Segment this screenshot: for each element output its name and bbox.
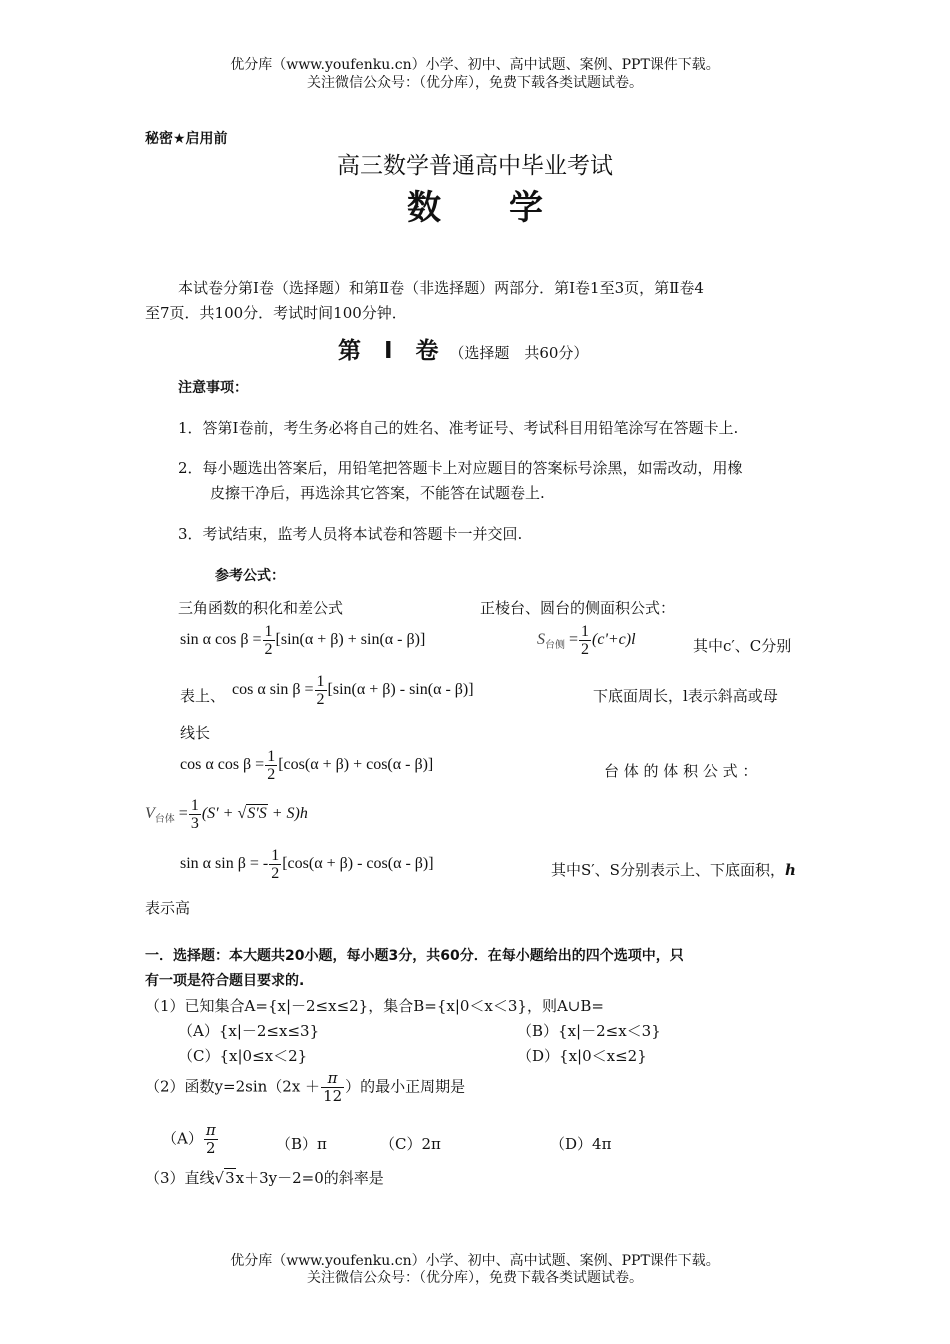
- v-paren-open: (S′ +: [201, 805, 234, 823]
- h-letter: h: [784, 861, 796, 879]
- formula-cos-sin-right: [sin(α + β) - sin(α - β)]: [327, 681, 474, 699]
- secret-mark: 秘密★启用前: [145, 131, 228, 147]
- where-s-label: 其中S′、S分别表示上、下底面积，: [551, 861, 785, 879]
- fraction-one-half: [265, 748, 277, 783]
- frac-num: 1: [264, 623, 273, 640]
- q1-option-d: （D）{x|0＜x≤2}: [517, 1047, 647, 1065]
- fraction-one-half: [269, 847, 281, 882]
- formula-sin-cos-right: [sin(α + β) + sin(α - β)]: [275, 631, 426, 649]
- volume-subtitle: （选择题 共60分）: [449, 344, 589, 362]
- s-right: (c'+c)l: [592, 631, 636, 649]
- notice-item-1: 1．答第Ⅰ卷前，考生务必将自己的姓名、准考证号、考试科目用铅笔涂写在答题卡上.: [178, 419, 739, 437]
- frac-den: 2: [264, 641, 273, 658]
- s-equals: =: [569, 631, 579, 649]
- frac-num: π: [327, 1069, 338, 1087]
- formula-sin-cos: [180, 623, 425, 658]
- notice-item-2-line-2: 皮擦干净后，再选涂其它答案，不能答在试题卷上.: [210, 484, 545, 502]
- q3-stem-post: x＋3y－2=0的斜率是: [235, 1169, 384, 1187]
- subject-title: 数 学: [407, 188, 543, 228]
- q2-option-c: （C）2π: [380, 1135, 441, 1153]
- formula-sin-sin-right: [cos(α + β) - cos(α - β)]: [282, 855, 434, 873]
- formula-cos-cos: [180, 748, 433, 783]
- formula-frustum-volume: $V_{台体}$ = $\frac{1}{3}$ (S′ + √S′S + S)h: [145, 797, 308, 832]
- formulas-heading: 参考公式：: [215, 568, 285, 584]
- fraction-one-half: [315, 673, 327, 708]
- q2-option-a: [162, 1122, 219, 1157]
- intro-line-1: 本试卷分第Ⅰ卷（选择题）和第Ⅱ卷（非选择题）两部分．第Ⅰ卷1至3页，第Ⅱ卷4: [178, 279, 704, 297]
- where-c-text: 其中c′、C分别: [693, 637, 792, 655]
- frac-num: 1: [581, 623, 590, 640]
- intro-line-2: 至7页．共100分．考试时间100分钟．: [145, 304, 407, 322]
- v-equals: =: [178, 805, 188, 823]
- q2-option-a-label: （A）: [162, 1129, 203, 1148]
- formula-sin-sin-left: sin α sin β = -: [180, 855, 269, 873]
- q1-option-c: （C）{x|0≤x＜2}: [178, 1047, 308, 1065]
- notice-item-3: 3．考试结束，监考人员将本试卷和答题卡一并交回.: [178, 525, 523, 543]
- frac-num: 1: [190, 797, 199, 814]
- frustum-volume-title: 台 体 的 体 积 公 式 ：: [604, 762, 758, 780]
- footer-line-1: 优分库（www.youfenku.cn）小学、初中、高中试题、案例、PPT课件下载。: [230, 1253, 720, 1269]
- v-paren-close: + S)h: [271, 805, 308, 823]
- formula-sin-sin: [180, 847, 434, 882]
- q3-sqrt-3: 3: [225, 1169, 235, 1187]
- fraction-one-third: [189, 797, 201, 832]
- frac-den: 2: [316, 691, 325, 708]
- trig-formula-title: 三角函数的积化和差公式: [178, 599, 344, 617]
- q2-stem: [145, 1070, 465, 1105]
- frustum-area-title: 正棱台、圆台的侧面积公式：: [480, 599, 676, 617]
- formula-cos-cos-right: [cos(α + β) + cos(α - β)]: [278, 756, 434, 774]
- means-height-text: 表示高: [145, 899, 191, 917]
- volume-heading: [338, 332, 588, 365]
- frac-den: 2: [204, 1139, 218, 1157]
- fraction-one-half: [579, 623, 591, 658]
- v-subscript: 台体: [154, 814, 175, 826]
- s-subscript: 台侧: [545, 640, 565, 652]
- frac-den: 3: [190, 815, 199, 832]
- volume-title: 第 Ⅰ 卷: [338, 338, 439, 364]
- header-line-1: 优分库（www.youfenku.cn）小学、初中、高中试题、案例、PPT课件下载。: [230, 57, 720, 73]
- fraction-pi-2: [204, 1122, 218, 1157]
- line-length-text: 线长: [180, 724, 211, 742]
- notice-item-2-line-1: 2．每小题选出答案后，用铅笔把答题卡上对应题目的答案标号涂黑，如需改动，用橡: [178, 459, 743, 477]
- q2-option-b: （B）π: [276, 1135, 327, 1153]
- frac-num: π: [205, 1121, 216, 1139]
- upper-word: 表上、: [180, 687, 226, 705]
- section1-line-2: 有一项是符合题目要求的.: [145, 973, 305, 989]
- header-line-2: 关注微信公众号：（优分库），免费下载各类试题试卷。: [307, 75, 643, 91]
- fraction-pi-12: [321, 1070, 344, 1105]
- q2-stem-pre: （2）函数y=2sin（2x ＋: [145, 1077, 321, 1096]
- frac-num: 1: [316, 673, 325, 690]
- formula-cos-sin-left: cos α sin β =: [232, 681, 314, 699]
- q1-option-a: （A）{x|－2≤x≤3}: [178, 1022, 320, 1040]
- frac-num: 1: [271, 847, 280, 864]
- frac-den: 2: [581, 641, 590, 658]
- v-label: V: [145, 805, 155, 823]
- q3-stem-pre: （3）直线: [145, 1169, 215, 1187]
- q1-option-b: （B）{x|－2≤x＜3}: [517, 1022, 661, 1040]
- formula-cos-cos-left: cos α cos β =: [180, 756, 265, 774]
- lower-perimeter-text: 下底面周长，l表示斜高或母: [593, 687, 778, 705]
- q1-stem: （1）已知集合A={x|－2≤x≤2}，集合B={x|0＜x＜3}，则A∪B=: [145, 997, 604, 1015]
- q2-stem-post: ）的最小正周期是: [345, 1077, 466, 1096]
- q2-option-d: （D）4π: [550, 1135, 612, 1153]
- frac-den: 2: [267, 766, 276, 783]
- exam-title: 高三数学普通高中毕业考试: [337, 153, 613, 179]
- section1-line-1: 一．选择题：本大题共20小题，每小题3分，共60分．在每小题给出的四个选项中，只: [145, 948, 684, 964]
- q3-stem: （3）直线√3x＋3y－2=0的斜率是: [145, 1169, 384, 1187]
- where-s-text: [551, 859, 796, 880]
- footer-line-2: 关注微信公众号：（优分库），免费下载各类试题试卷。: [307, 1270, 643, 1286]
- formula-sin-cos-left: sin α cos β =: [180, 631, 262, 649]
- formula-lateral-area: [537, 623, 636, 658]
- fraction-one-half: [263, 623, 275, 658]
- v-sqrt-term: S′S: [247, 805, 267, 823]
- frac-num: 1: [267, 748, 276, 765]
- frac-den: 2: [271, 865, 280, 882]
- s-label: S: [537, 631, 545, 649]
- formula-cos-sin: [232, 673, 474, 708]
- frac-den: 12: [323, 1087, 343, 1105]
- notice-heading: 注意事项：: [178, 380, 248, 396]
